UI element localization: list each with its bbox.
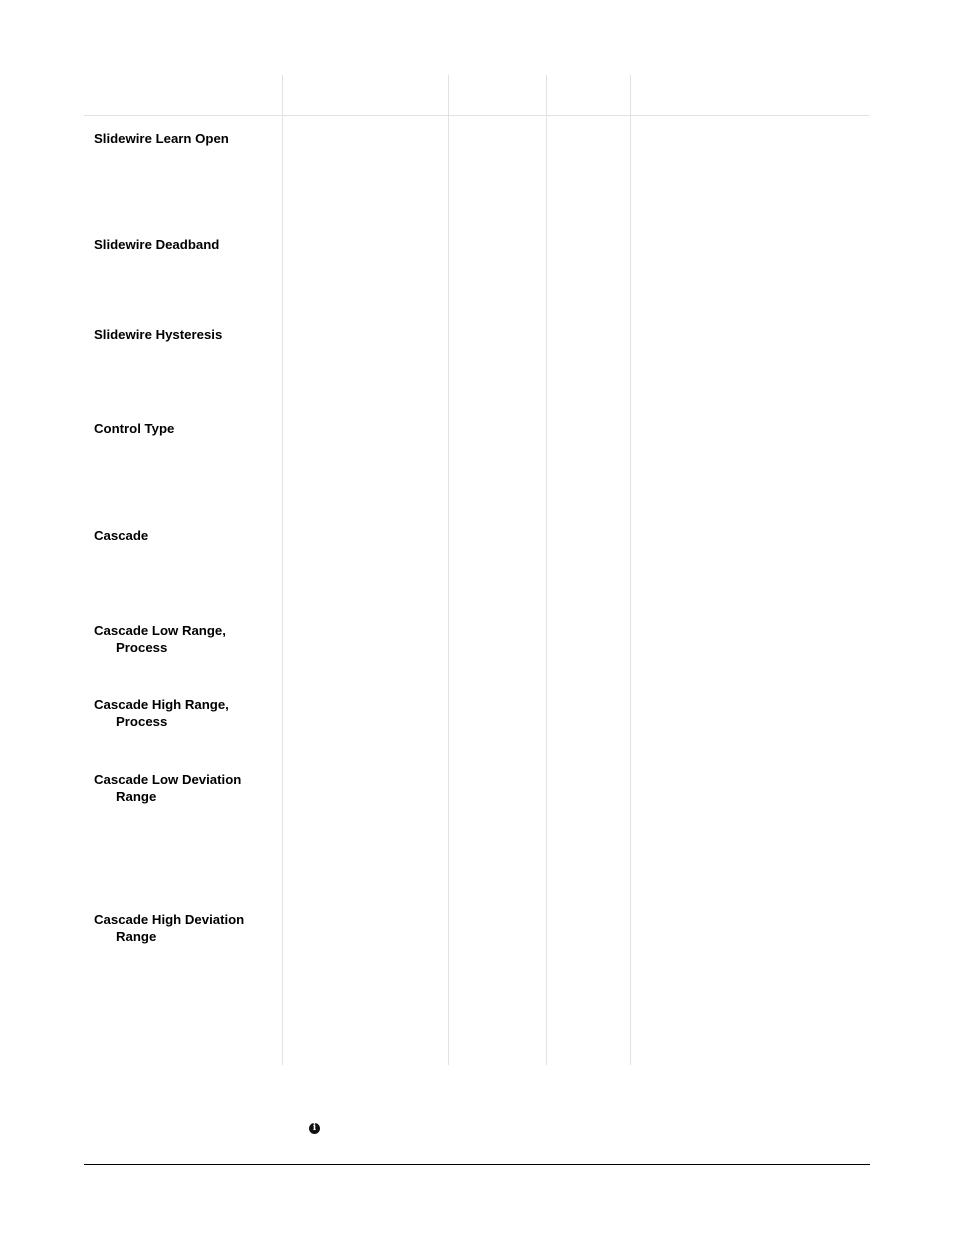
param-label-line: Slidewire Deadband [94, 237, 220, 252]
param-label-line: Cascade Low Range, [94, 623, 226, 638]
column-divider [630, 75, 631, 1065]
param-label-line: Control Type [94, 421, 175, 436]
parameter-table [84, 75, 870, 1065]
param-control-type [94, 420, 274, 437]
param-label-line: Cascade Low Deviation [94, 772, 242, 787]
param-cascade-low-deviation-range [94, 771, 274, 805]
param-cascade-high-range-process [94, 696, 274, 730]
param-cascade-high-deviation-range [94, 911, 274, 945]
param-label-line: Process [116, 714, 168, 729]
footer-rule [84, 1164, 870, 1165]
header-row-divider [84, 115, 870, 116]
param-slidewire-deadband [94, 236, 274, 253]
param-label-line: Cascade High Range, [94, 697, 229, 712]
param-label-line: Slidewire Hysteresis [94, 327, 223, 342]
param-label-line: Range [116, 929, 157, 944]
info-icon: i [309, 1123, 320, 1134]
param-label-line: Range [116, 789, 157, 804]
param-cascade-low-range-process [94, 622, 274, 656]
param-cascade [94, 527, 274, 544]
param-label-line: Cascade High Deviation [94, 912, 245, 927]
param-label-line: Slidewire Learn Open [94, 131, 229, 146]
param-label-line: Process [116, 640, 168, 655]
param-label-line: Cascade [94, 528, 149, 543]
column-divider [282, 75, 283, 1065]
column-divider [546, 75, 547, 1065]
param-slidewire-learn-open [94, 130, 274, 147]
column-divider [448, 75, 449, 1065]
param-slidewire-hysteresis [94, 326, 274, 343]
